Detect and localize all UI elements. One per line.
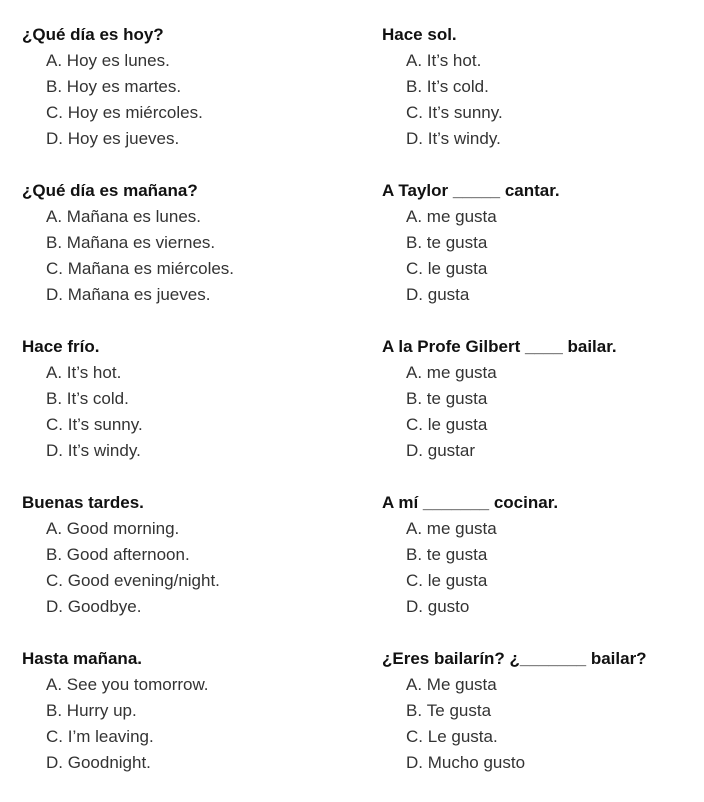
option-letter: B . [406, 74, 427, 100]
option-text: It’s sunny. [427, 103, 503, 122]
option-letter: B . [46, 230, 67, 256]
option-letter: B . [46, 74, 67, 100]
option-text: me gusta [426, 363, 497, 382]
option-text: gusto [427, 597, 470, 616]
option-letter: B . [406, 542, 427, 568]
question-prompt: ¿Eres bailarín? ¿_______ bailar? [382, 649, 647, 668]
option-letter: D . [46, 438, 68, 464]
right-question-column [382, 22, 704, 802]
answer-option-a [46, 360, 352, 386]
answer-option-d [406, 282, 704, 308]
question-block [382, 490, 704, 620]
option-letter: A . [406, 204, 427, 230]
option-letter: B . [46, 542, 67, 568]
answer-options [382, 48, 704, 152]
option-text: It’s hot. [66, 363, 122, 382]
answer-option-b [406, 386, 704, 412]
question-prompt: ¿Qué día es hoy? [22, 25, 164, 44]
answer-option-a [406, 516, 704, 542]
question-prompt: A la Profe Gilbert ____ bailar. [382, 337, 617, 356]
answer-options [22, 48, 352, 152]
answer-option-c [406, 724, 704, 750]
option-text: le gusta [427, 259, 488, 278]
option-text: It’s windy. [427, 129, 501, 148]
answer-option-d [406, 750, 704, 776]
option-text: It’s windy. [67, 441, 141, 460]
option-letter: A . [46, 672, 67, 698]
option-letter: B . [406, 698, 427, 724]
answer-option-a [406, 204, 704, 230]
question-block [22, 178, 352, 308]
option-text: Mañana es lunes. [66, 207, 201, 226]
answer-option-b [406, 542, 704, 568]
option-letter: B . [406, 230, 427, 256]
option-text: te gusta [426, 545, 488, 564]
option-text: le gusta [427, 415, 488, 434]
option-letter: A . [406, 516, 427, 542]
option-text: I’m leaving. [67, 727, 154, 746]
option-letter: D . [406, 282, 428, 308]
option-letter: D . [406, 438, 428, 464]
answer-option-b [46, 386, 352, 412]
option-letter: D . [406, 594, 428, 620]
answer-option-c [406, 412, 704, 438]
option-letter: D . [46, 282, 68, 308]
question-block [382, 334, 704, 464]
option-text: gusta [427, 285, 470, 304]
option-text: Goodbye. [67, 597, 142, 616]
answer-option-c [406, 100, 704, 126]
answer-options [22, 516, 352, 620]
option-letter: C . [46, 256, 68, 282]
option-letter: C . [46, 568, 68, 594]
option-text: Mañana es viernes. [66, 233, 216, 252]
answer-option-b [406, 230, 704, 256]
question-block [22, 646, 352, 776]
question-prompt: Hace frío. [22, 337, 100, 356]
option-letter: A . [46, 360, 67, 386]
option-letter: C . [406, 256, 428, 282]
answer-option-b [46, 230, 352, 256]
answer-option-d [406, 126, 704, 152]
option-letter: C . [46, 724, 68, 750]
option-text: It’s cold. [426, 77, 489, 96]
answer-option-b [46, 698, 352, 724]
answer-option-a [46, 204, 352, 230]
option-text: See you tomorrow. [66, 675, 209, 694]
answer-option-c [46, 256, 352, 282]
answer-option-c [46, 412, 352, 438]
answer-option-c [46, 100, 352, 126]
answer-option-a [46, 516, 352, 542]
answer-option-a [406, 672, 704, 698]
option-text: Te gusta [426, 701, 492, 720]
option-text: It’s hot. [426, 51, 482, 70]
answer-option-d [46, 282, 352, 308]
option-letter: C . [406, 724, 428, 750]
question-prompt: ¿Qué día es mañana? [22, 181, 198, 200]
answer-option-d [46, 438, 352, 464]
option-text: Me gusta [426, 675, 497, 694]
answer-option-b [406, 698, 704, 724]
answer-option-a [46, 48, 352, 74]
answer-option-c [406, 568, 704, 594]
option-letter: A . [406, 360, 427, 386]
answer-option-b [406, 74, 704, 100]
option-text: Mañana es miércoles. [67, 259, 235, 278]
option-letter: A . [46, 516, 67, 542]
option-letter: C . [406, 568, 428, 594]
answer-option-c [46, 724, 352, 750]
option-text: Good afternoon. [66, 545, 190, 564]
option-letter: D . [46, 594, 68, 620]
option-text: me gusta [426, 207, 497, 226]
option-letter: C . [406, 412, 428, 438]
answer-options [382, 672, 704, 776]
question-block [382, 646, 704, 776]
left-question-column [22, 22, 352, 802]
option-letter: A . [406, 672, 427, 698]
question-prompt: Hasta mañana. [22, 649, 142, 668]
question-block [22, 22, 352, 152]
answer-options [382, 360, 704, 464]
option-letter: A . [46, 204, 67, 230]
answer-option-a [406, 360, 704, 386]
answer-option-c [46, 568, 352, 594]
answer-options [22, 204, 352, 308]
option-text: Mañana es jueves. [67, 285, 211, 304]
answer-option-c [406, 256, 704, 282]
question-prompt: Hace sol. [382, 25, 457, 44]
question-block [382, 178, 704, 308]
answer-options [382, 516, 704, 620]
option-letter: D . [406, 126, 428, 152]
answer-options [382, 204, 704, 308]
question-block [22, 334, 352, 464]
question-prompt: A mí _______ cocinar. [382, 493, 559, 512]
option-letter: C . [406, 100, 428, 126]
option-text: le gusta [427, 571, 488, 590]
option-text: Hoy es jueves. [67, 129, 180, 148]
option-letter: A . [406, 48, 427, 74]
option-letter: D . [46, 750, 68, 776]
option-letter: B . [46, 386, 67, 412]
option-text: Le gusta. [427, 727, 498, 746]
option-text: te gusta [426, 233, 488, 252]
option-letter: C . [46, 412, 68, 438]
option-letter: C . [46, 100, 68, 126]
answer-option-a [406, 48, 704, 74]
option-text: Mucho gusto [427, 753, 526, 772]
answer-option-b [46, 542, 352, 568]
answer-options [22, 360, 352, 464]
option-letter: A . [46, 48, 67, 74]
answer-option-d [46, 594, 352, 620]
question-block [382, 22, 704, 152]
question-block [22, 490, 352, 620]
answer-option-d [46, 126, 352, 152]
answer-option-d [406, 594, 704, 620]
answer-option-b [46, 74, 352, 100]
option-text: Goodnight. [67, 753, 151, 772]
option-letter: B . [46, 698, 67, 724]
option-text: Hoy es miércoles. [67, 103, 203, 122]
option-text: Hoy es martes. [66, 77, 182, 96]
option-text: It’s cold. [66, 389, 129, 408]
option-text: Hoy es lunes. [66, 51, 170, 70]
question-prompt: Buenas tardes. [22, 493, 144, 512]
option-text: te gusta [426, 389, 488, 408]
answer-option-a [46, 672, 352, 698]
answer-option-d [406, 438, 704, 464]
option-text: Hurry up. [66, 701, 137, 720]
option-letter: B . [406, 386, 427, 412]
answer-options [22, 672, 352, 776]
option-letter: D . [46, 126, 68, 152]
option-text: It’s sunny. [67, 415, 143, 434]
option-text: me gusta [426, 519, 497, 538]
option-letter: D . [406, 750, 428, 776]
option-text: Good evening/night. [67, 571, 220, 590]
option-text: Good morning. [66, 519, 180, 538]
answer-option-d [46, 750, 352, 776]
option-text: gustar [427, 441, 475, 460]
question-prompt: A Taylor _____ cantar. [382, 181, 560, 200]
